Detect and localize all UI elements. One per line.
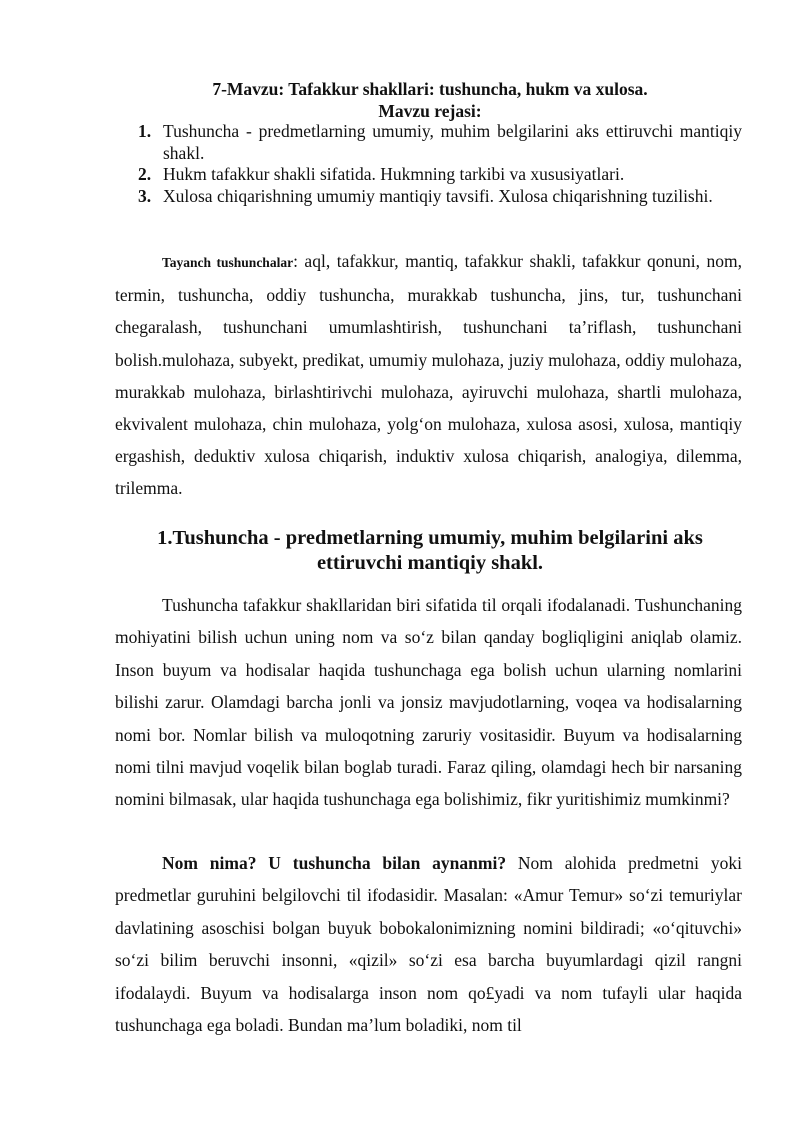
plan-item-text: Tushuncha - predmetlarning umumiy, muhim belgilarini aks ettiruvchi mantiqiy shakl.: [163, 121, 742, 163]
plan-item-number: 1.: [138, 121, 152, 141]
section-heading: 1.Tushuncha - predmetlarning umumiy, muhim belgilarini aks ettiruvchi mantiqiy shakl.: [157, 527, 703, 574]
plan-list: [118, 121, 742, 207]
body-paragraph-2: [115, 847, 742, 1041]
paragraph-lead-question: Nom nima? U tushuncha bilan aynanmi?: [162, 853, 507, 873]
plan-item: [118, 186, 742, 208]
plan-heading: Mavzu rejasi:: [378, 101, 482, 121]
plan-item: [118, 121, 742, 164]
body-paragraph-1: Tushuncha tafakkur shakllaridan biri sifatida til orqali ifodalanadi. Tushunchaning mohiyatini bilish uchun uning nom va so‘z bilan qanday bogliqligini aniqlab olamiz. Inson buyum va hodisalar haqida tushunchaga ega bolish uchun ularning nomlarini bilishi zarur. Olamdagi barcha jonli va jonsiz mavjudotlarning, voqea va hodisalarning nomi bor. Nomlar bilish va muloqotning zaruriy vositasidir. Buyum va hodisalarning nomi tilni mavjud voqelik bilan boglab turadi. Faraz qiling, olamdagi hech bir narsaning nomini bilmasak, ular haqida tushunchaga ega bolishimiz, fikr yuritishimiz mumkinmi?: [115, 595, 742, 810]
plan-item-number: 3.: [138, 185, 152, 206]
page-title: 7-Mavzu: Tafakkur shakllari: tushuncha, hukm va xulosa.: [212, 79, 648, 99]
paragraph-body-text: Nom alohida predmetni yoki predmetlar guruhini belgilovchi til ifodasidir. Masalan: «Amur Temur» so‘zi temuriylar davlatining asoschisi bolgan buyuk bobokalonimizning nomini bildiradi; «o‘qituvchi» so‘zi bilim beruvchi insonni, «qizil» so‘zi esa barcha buyumlardagi qizil rangni ifodalaydi. Buyum va hodisalarga inson nom qo£yadi va nom tufayli ular haqida tushunchaga ega boladi. Bundan ma’lum boladiki, nom til: [115, 853, 742, 1036]
plan-item: [118, 164, 742, 186]
keywords-text: : aql, tafakkur, mantiq, tafakkur shakli, tafakkur qonuni, nom, termin, tushuncha, oddiy tushuncha, murakkab tushuncha, jins, tur, tushunchani chegaralash, tushunchani umumlashtirish, tushunchani ta’riflash, tushunchani bolish.mulohaza, subyekt, predikat, umumiy mulohaza, juziy mulohaza, oddiy mulohaza, murakkab mulohaza, birlashtirivchi mulohaza, ayiruvchi mulohaza, shartli mulohaza, ekvivalent mulohaza, chin mulohaza, yolg‘on mulohaza, xulosa asosi, xulosa, mantiqiy ergashish, deduktiv xulosa chiqarish, induktiv xulosa chiqarish, analogiya, dilemma, trilemma.: [115, 251, 742, 499]
plan-item-number: 2.: [138, 164, 152, 184]
keywords-paragraph: [115, 245, 742, 505]
plan-item-text: Hukm tafakkur shakli sifatida. Hukmning tarkibi va xususiyatlari.: [163, 164, 625, 184]
keywords-label: Tayanch tushunchalar: [162, 255, 294, 270]
plan-item-text: Xulosa chiqarishning umumiy mantiqiy tavsifi. Xulosa chiqarishning tuzilishi.: [163, 185, 713, 206]
